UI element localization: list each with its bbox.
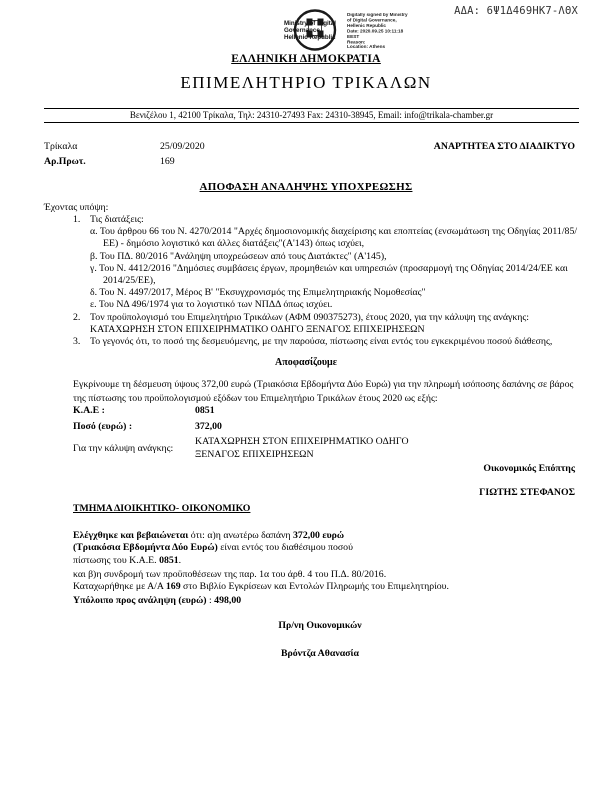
digital-signature-text (347, 13, 408, 51)
signature-line5: EEST (347, 34, 360, 40)
consideration-item-3 (73, 336, 579, 348)
protocol-number-value: 169 (160, 156, 175, 167)
sub-item-e: ε. Του ΝΔ 496/1974 για το λογιστικό των ΝΠΔΔ όπως ισχύει. (90, 299, 333, 311)
item-1-number: 1. (73, 214, 81, 225)
sub-item-d: δ. Του Ν. 4497/2017, Μέρος Β' "Εκσυγχρονισμός της Επιμελητηριακής Νομοθεσίας" (90, 287, 426, 299)
balance-value: 498,00 (214, 595, 242, 606)
item-2-number: 2. (73, 311, 81, 323)
registry-reg2: στο Βιβλίο Εγκρίσεων και Εντολών Πληρωμής του Επιμελητηρίου. (180, 581, 449, 592)
verification-line3 (73, 555, 413, 567)
verification-line1 (73, 530, 413, 542)
ministry-overlay-line3: Hellenic Republic (284, 34, 336, 41)
sublist-body (90, 226, 579, 311)
web-posting-note: ΑΝΑΡΤΗΤΕΑ ΣΤΟ ΔΙΑΔΙΚΤΥΟ (433, 141, 575, 152)
financial-supervisor-name: ΓΙΩΤΗΣ ΣΤΕΦΑΝΟΣ (479, 487, 575, 498)
finance-head-title: Πρ/νη Οικονομικών (278, 620, 362, 631)
consideration-sublist (73, 226, 579, 311)
hellenic-republic-heading: ΕΛΛΗΝΙΚΗ ΔΗΜΟΚΡΑΤΙΑ (231, 53, 381, 65)
header-divider-top (44, 108, 579, 109)
item-3-number: 3. (73, 336, 81, 348)
verification-l3-reg2: . (178, 554, 182, 566)
verification-l3-reg1: πίστωσης του Κ.Α.Ε. (73, 554, 160, 566)
need-value-line2: ΞΕΝΑΓΟΣ ΕΠΙΧΕΙΡΗΣΕΩΝ (195, 448, 314, 460)
header-divider-bottom (44, 122, 579, 123)
ministry-overlay-text (284, 20, 348, 41)
registry-entry-line (73, 581, 583, 593)
commitment-details-table (73, 405, 515, 461)
signature-line7: Location: Athens (347, 45, 386, 51)
signature-line3: Hellenic Republic (347, 23, 387, 29)
balance-label: Υπόλοιπο προς ανάληψη (ευρώ) (73, 595, 207, 606)
item-2-body (90, 312, 579, 336)
decision-paragraph: Εγκρίνουμε τη δέσμευση ύψους 372,00 ευρώ (Τριακόσια Εβδομήντα Δύο Ευρώ) για την πληρωμή ισόποσης δαπάνης σε βάρος της πίστωσης του προϋπολογισμού εξόδων του Επιμελητήριο Τρικάλων έτους 2020 ως εξής: (73, 379, 574, 404)
verification-l1-bold2: 372,00 ευρώ (293, 530, 345, 541)
financial-supervisor-title: Οικονομικός Επόπτης (483, 463, 575, 474)
signature-line4: Date: 2020.09.25 10:11:18 (347, 29, 404, 34)
finance-head-name: Βρόντζα Αθανασία (281, 648, 359, 659)
registry-entry-number: 169 (165, 581, 181, 592)
ada-code: ΑΔΑ: 6Ψ1Δ469ΗΚ7-ΛΘΧ (454, 5, 578, 17)
ministry-overlay-line1: Ministry of Digital (284, 20, 336, 27)
item-3-text: Το γεγονός ότι, το ποσό της δεσμευόμενης, με την παρούσα, πίστωσης είναι εντός του εγκεκριμένου ποσού διάθεσης, (90, 336, 553, 348)
verification-block (73, 530, 413, 581)
need-label: Για την κάλυψη ανάγκης: (73, 442, 174, 454)
item-2-text-line2: ΚΑΤΑΧΩΡΗΣΗ ΣΤΟΝ ΕΠΙΧΕΙΡΗΜΑΤΙΚΟ ΟΔΗΓΟ ΞΕΝΑΓΟΣ ΕΠΙΧΕΙΡΗΣΕΩΝ (90, 323, 425, 335)
considerations-intro: Έχοντας υπόψη: (44, 202, 109, 213)
chamber-name-heading: ΕΠΙΜΕΛΗΤΗΡΙΟ ΤΡΙΚΑΛΩΝ (180, 73, 432, 92)
kae-label: Κ.Α.Ε : (73, 405, 105, 416)
sub-item-b: β. Του ΠΔ. 80/2016 "Ανάληψη υποχρεώσεων από τους Διατάκτες" (Α'145), (90, 250, 387, 262)
decision-heading: Αποφασίζουμε (275, 357, 337, 368)
document-title: ΑΠΟΦΑΣΗ ΑΝΑΛΗΨΗΣ ΥΠΟΧΡΕΩΣΗΣ (199, 181, 413, 193)
verification-l2-bold1: (Τριακόσια Εβδομήντα Δύο Ευρώ) (73, 542, 218, 554)
need-value-line1: ΚΑΤΑΧΩΡΗΣΗ ΣΤΟΝ ΕΠΙΧΕΙΡΗΜΑΤΙΚΟ ΟΔΗΓΟ (195, 436, 409, 448)
sub-item-c: γ. Του Ν. 4412/2016 "Δημόσιες συμβάσεις έργων, προμηθειών και υπηρεσιών (προσαρμογή της Οδηγίας 2014/24/ΕΕ και 2014/25/ΕΕ), (90, 262, 568, 287)
signature-line1: Digitally signed by Ministry (347, 13, 408, 18)
remaining-balance-line (73, 595, 583, 607)
verification-line4: και β)η συνδρομή των προϋποθέσεων της παρ. 1α του άρθ. 4 του Π.Δ. 80/2016. (73, 568, 387, 580)
need-value (195, 436, 515, 460)
department-heading: ΤΜΗΜΑ ΔΙΟΙΚΗΤΙΚΟ- ΟΙΚΟΝΟΜΙΚΟ (73, 503, 251, 514)
amount-value: 372,00 (195, 420, 222, 432)
verification-line2 (73, 542, 413, 554)
signature-line2: of Digital Governance, (347, 18, 397, 24)
meta-city: Τρίκαλα (44, 141, 78, 152)
item-2-text: Τον προϋπολογισμό του Επιμελητήριο Τρικάλων (ΑΦΜ 090375273), έτους 2020, για την κάλυψη της ανάγκης: (90, 311, 529, 323)
item-1-text: Τις διατάξεις: (90, 214, 144, 225)
signature-line6: Reason: (347, 39, 366, 45)
verification-l2-reg1: είναι εντός του διαθέσιμου ποσού (217, 542, 353, 554)
protocol-number-label: Αρ.Πρωτ. (44, 156, 86, 167)
verification-l1-reg1: ότι: α)η ανωτέρω δαπάνη (188, 530, 294, 541)
consideration-item-2 (73, 312, 579, 336)
ministry-overlay-line2: Governance, (284, 27, 322, 34)
verification-l1-bold1: Ελέγχθηκε και βεβαιώνεται (73, 530, 189, 541)
meta-date: 25/09/2020 (160, 141, 205, 152)
registry-reg1: Καταχωρήθηκε με Α/Α (73, 581, 166, 592)
sub-item-a: α. Του άρθρου 66 του Ν. 4270/2014 "Αρχές δημοσιονομικής διαχείρισης και εποπτείας (ενσωμάτωση της Οδηγίας 2011/85/ΕΕ) - δημόσιο λογιστικό και άλλες διατάξεις"(Α'143) όπως ισχύει, (90, 226, 578, 250)
consideration-item-1 (73, 214, 579, 226)
chamber-contact-line: Βενιζέλου 1, 42100 Τρίκαλα, Τηλ: 24310-27493 Fax: 24310-38945, Email: info@trikala-chamber.gr (129, 110, 494, 120)
amount-label: Ποσό (ευρώ) : (73, 420, 133, 432)
balance-separator: : (206, 595, 215, 606)
verification-l3-bold1: 0851 (159, 554, 179, 566)
considerations-list (73, 214, 579, 348)
kae-value: 0851 (195, 405, 215, 416)
sublist-spacer (73, 226, 90, 311)
